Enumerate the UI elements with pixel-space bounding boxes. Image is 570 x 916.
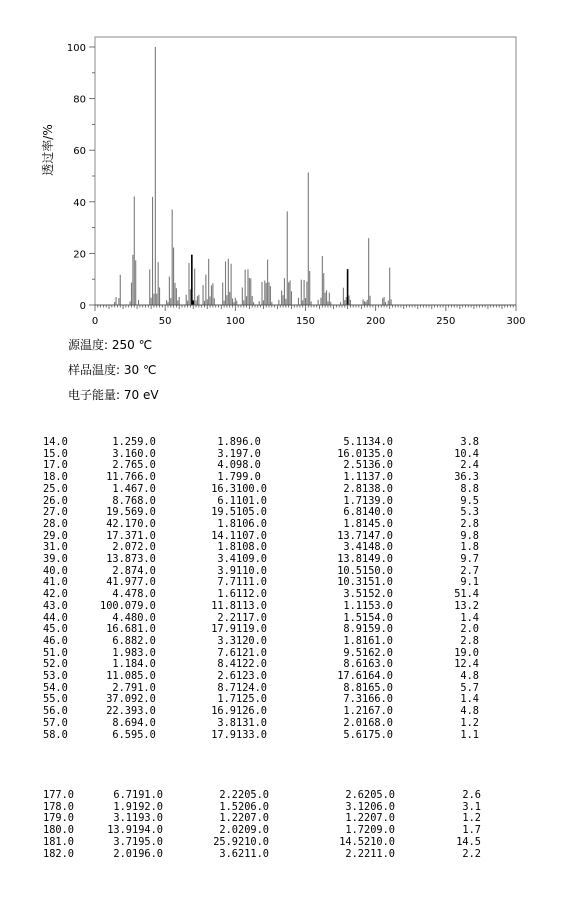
mz-cell: 44.0 [43, 611, 68, 624]
mz-cell: 209.0 [238, 824, 269, 837]
intensity-cell: 2.8 [460, 634, 479, 647]
mz-cell: 107.0 [236, 529, 267, 542]
intensity-cell: 1.2 [460, 716, 479, 729]
mz-cell: 209.0 [364, 824, 395, 837]
mz-cell: 53.0 [43, 670, 68, 683]
mz-cell: 205.0 [364, 789, 395, 801]
intensity-cell: 1.2 [462, 812, 481, 825]
mz-cell: 210.0 [364, 835, 395, 848]
intensity-cell: 19.5 [106, 506, 131, 519]
mz-cell: 84.0 [131, 658, 156, 671]
mz-cell: 31.0 [43, 541, 68, 554]
source-temperature: 源温度: 250 ℃ [68, 338, 153, 352]
table-row [43, 730, 479, 742]
intensity-cell: 2.0 [460, 623, 479, 636]
mz-cell: 112.0 [236, 588, 267, 601]
mz-cell: 191.0 [132, 789, 163, 801]
mz-cell: 101.0 [236, 494, 267, 507]
mz-cell: 163.0 [362, 658, 393, 671]
intensity-cell: 17.6 [337, 670, 362, 683]
intensity-cell: 2.8 [460, 517, 479, 530]
intensity-cell: 2.0 [343, 716, 362, 729]
mz-cell: 210.0 [238, 835, 269, 848]
mz-cell: 98.0 [236, 459, 261, 472]
mz-cell: 57.0 [43, 716, 68, 729]
mz-cell: 125.0 [236, 693, 267, 706]
intensity-cell: 2.0 [112, 541, 131, 554]
mz-cell: 151.0 [362, 576, 393, 589]
mz-cell: 52.0 [43, 658, 68, 671]
mz-cell: 71.0 [131, 529, 156, 542]
intensity-cell: 41.9 [106, 576, 131, 589]
table-row [43, 519, 479, 531]
intensity-cell: 1.4 [112, 482, 131, 495]
mz-cell: 65.0 [131, 459, 156, 472]
mz-cell: 113.0 [236, 599, 267, 612]
intensity-cell: 16.3 [211, 482, 236, 495]
mz-cell: 159.0 [362, 623, 393, 636]
mz-cell: 131.0 [236, 716, 267, 729]
mz-cell: 39.0 [43, 553, 68, 566]
intensity-cell: 13.8 [106, 553, 131, 566]
y-tick-label-40: 40 [73, 197, 86, 209]
mz-cell: 164.0 [362, 670, 393, 683]
intensity-cell: 3.4 [217, 553, 236, 566]
intensity-cell: 14.5 [456, 835, 481, 848]
mz-cell: 140.0 [362, 506, 393, 519]
mz-cell: 123.0 [236, 670, 267, 683]
intensity-cell: 2.6 [217, 670, 236, 683]
intensity-cell: 13.7 [337, 529, 362, 542]
mz-cell: 78.0 [131, 588, 156, 601]
intensity-cell: 1.1 [343, 599, 362, 612]
table-row [43, 636, 479, 648]
mz-cell: 182.0 [43, 847, 74, 860]
intensity-cell: 1.2 [343, 705, 362, 718]
intensity-cell: 1.1 [112, 658, 131, 671]
y-tick-label-60: 60 [73, 146, 86, 158]
mz-cell: 105.0 [236, 506, 267, 519]
intensity-cell: 2.5 [343, 459, 362, 472]
intensity-cell: 1.2 [219, 812, 238, 825]
intensity-cell: 2.7 [460, 564, 479, 577]
intensity-cell: 3.8 [217, 716, 236, 729]
intensity-cell: 3.8 [460, 436, 479, 448]
mz-cell: 205.0 [238, 789, 269, 801]
intensity-cell: 13.9 [107, 824, 132, 837]
intensity-cell: 3.1 [112, 447, 131, 460]
intensity-cell: 2.4 [460, 459, 479, 472]
mz-cell: 109.0 [236, 553, 267, 566]
intensity-cell: 2.2 [345, 847, 364, 860]
intensity-cell: 2.7 [112, 681, 131, 694]
intensity-cell: 8.8 [460, 482, 479, 495]
intensity-cell: 5.1 [343, 436, 362, 448]
mz-cell: 26.0 [43, 494, 68, 507]
mz-cell: 29.0 [43, 529, 68, 542]
mz-cell: 121.0 [236, 646, 267, 659]
intensity-cell: 11.0 [106, 670, 131, 683]
mz-cell: 175.0 [362, 728, 393, 741]
mz-cell: 119.0 [236, 623, 267, 636]
mz-cell: 45.0 [43, 623, 68, 636]
intensity-cell: 17.3 [106, 529, 131, 542]
intensity-cell: 3.5 [343, 588, 362, 601]
intensity-cell: 8.9 [343, 623, 362, 636]
x-tick-label-300: 300 [506, 316, 526, 327]
mz-cell: 206.0 [238, 800, 269, 813]
intensity-cell: 2.8 [112, 564, 131, 577]
mz-cell: 83.0 [131, 646, 156, 659]
intensity-cell: 11.7 [106, 471, 131, 484]
intensity-cell: 10.5 [337, 564, 362, 577]
intensity-cell: 8.4 [217, 658, 236, 671]
intensity-cell: 6.1 [217, 494, 236, 507]
mass-spectrum-chart [0, 0, 570, 340]
y-axis-label: 透过率/% [41, 124, 55, 176]
mz-cell: 150.0 [362, 564, 393, 577]
intensity-cell: 1.9 [113, 800, 132, 813]
mz-cell: 133.0 [236, 728, 267, 741]
mz-cell: 122.0 [236, 658, 267, 671]
intensity-cell: 1.9 [112, 646, 131, 659]
mz-cell: 180.0 [43, 824, 74, 837]
intensity-cell: 6.5 [112, 728, 131, 741]
y-tick-label-20: 20 [73, 249, 86, 261]
intensity-cell: 3.4 [343, 541, 362, 554]
intensity-cell: 10.4 [454, 447, 479, 460]
sample-temperature: 样品温度: 30 ℃ [68, 363, 157, 377]
electron-energy: 电子能量: 70 eV [68, 388, 159, 402]
intensity-cell: 3.1 [345, 800, 364, 813]
mz-cell: 74.0 [131, 564, 156, 577]
intensity-cell: 5.7 [460, 681, 479, 694]
intensity-cell: 1.2 [345, 812, 364, 825]
intensity-cell: 10.3 [337, 576, 362, 589]
mz-cell: 15.0 [43, 447, 68, 460]
intensity-cell: 16.9 [211, 705, 236, 718]
intensity-cell: 3.1 [462, 800, 481, 813]
intensity-cell: 4.8 [460, 670, 479, 683]
mz-cell: 181.0 [43, 835, 74, 848]
mz-cell: 135.0 [362, 447, 393, 460]
mz-cell: 108.0 [236, 541, 267, 554]
mz-cell: 97.0 [236, 447, 261, 460]
intensity-cell: 1.7 [343, 494, 362, 507]
intensity-cell: 2.0 [219, 824, 238, 837]
intensity-cell: 3.3 [217, 634, 236, 647]
mz-cell: 40.0 [43, 564, 68, 577]
intensity-cell: 1.7 [217, 693, 236, 706]
intensity-cell: 1.6 [217, 588, 236, 601]
mz-cell: 73.0 [131, 553, 156, 566]
x-tick-label-50: 50 [158, 316, 172, 327]
mz-cell: 196.0 [132, 847, 163, 860]
intensity-cell: 37.0 [106, 693, 131, 706]
table-row [43, 601, 479, 613]
intensity-cell: 6.8 [112, 634, 131, 647]
mz-cell: 149.0 [362, 553, 393, 566]
table-row [43, 554, 479, 566]
mz-cell: 145.0 [362, 517, 393, 530]
mz-cell: 168.0 [362, 716, 393, 729]
intensity-cell: 9.5 [460, 494, 479, 507]
intensity-cell: 4.4 [112, 588, 131, 601]
intensity-cell: 2.0 [113, 847, 132, 860]
mz-cell: 17.0 [43, 459, 68, 472]
intensity-cell: 5.6 [343, 728, 362, 741]
mz-cell: 28.0 [43, 517, 68, 530]
mz-cell: 211.0 [364, 847, 395, 860]
intensity-cell: 8.6 [112, 716, 131, 729]
table-row [43, 484, 479, 496]
mz-cell: 81.0 [131, 623, 156, 636]
mz-cell: 43.0 [43, 599, 68, 612]
mz-cell: 59.0 [131, 436, 156, 448]
intensity-cell: 1.4 [460, 611, 479, 624]
intensity-cell: 8.8 [343, 681, 362, 694]
mz-cell: 66.0 [131, 471, 156, 484]
intensity-cell: 16.0 [337, 447, 362, 460]
table-row [43, 718, 479, 730]
mz-cell: 194.0 [132, 824, 163, 837]
intensity-cell: 1.5 [219, 800, 238, 813]
intensity-cell: 2.2 [217, 611, 236, 624]
intensity-cell: 9.7 [460, 553, 479, 566]
mz-cell: 51.0 [43, 646, 68, 659]
mz-cell: 154.0 [362, 611, 393, 624]
intensity-cell: 1.8 [217, 517, 236, 530]
intensity-cell: 9.5 [343, 646, 362, 659]
mz-cell: 77.0 [131, 576, 156, 589]
mz-cell: 124.0 [236, 681, 267, 694]
mz-cell: 147.0 [362, 529, 393, 542]
table-row [43, 437, 479, 449]
intensity-cell: 4.8 [460, 705, 479, 718]
mz-cell: 25.0 [43, 482, 68, 495]
intensity-cell: 13.8 [337, 553, 362, 566]
mz-cell: 92.0 [131, 693, 156, 706]
mz-cell: 106.0 [236, 517, 267, 530]
table-row [43, 849, 481, 861]
mz-cell: 60.0 [131, 447, 156, 460]
mz-cell: 95.0 [131, 728, 156, 741]
peak-table-tail [43, 790, 481, 860]
intensity-cell: 14.1 [211, 529, 236, 542]
intensity-cell: 14.5 [339, 835, 364, 848]
table-row [43, 449, 479, 461]
intensity-cell: 1.1 [343, 471, 362, 484]
mz-cell: 206.0 [364, 800, 395, 813]
intensity-cell: 3.1 [113, 812, 132, 825]
mz-cell: 41.0 [43, 576, 68, 589]
y-tick-label-80: 80 [73, 94, 86, 106]
mz-cell: 139.0 [362, 494, 393, 507]
intensity-cell: 19.5 [211, 506, 236, 519]
mz-cell: 46.0 [43, 634, 68, 647]
intensity-cell: 3.7 [113, 835, 132, 848]
mz-cell: 100.0 [236, 482, 267, 495]
mz-cell: 195.0 [132, 835, 163, 848]
mz-cell: 110.0 [236, 564, 267, 577]
x-tick-label-150: 150 [295, 316, 316, 327]
mz-cell: 68.0 [131, 494, 156, 507]
x-tick-label-100: 100 [225, 316, 245, 327]
mz-cell: 166.0 [362, 693, 393, 706]
mz-cell: 137.0 [362, 471, 393, 484]
intensity-cell: 1.7 [345, 824, 364, 837]
mz-cell: 207.0 [364, 812, 395, 825]
mz-cell: 136.0 [362, 459, 393, 472]
intensity-cell: 2.2 [219, 789, 238, 801]
mz-cell: 54.0 [43, 681, 68, 694]
mz-cell: 69.0 [131, 506, 156, 519]
intensity-cell: 17.9 [211, 728, 236, 741]
intensity-cell: 25.9 [213, 835, 238, 848]
mz-cell: 138.0 [362, 482, 393, 495]
mz-cell: 207.0 [238, 812, 269, 825]
intensity-cell: 16.6 [106, 623, 131, 636]
mz-cell: 70.0 [131, 517, 156, 530]
mz-cell: 82.0 [131, 634, 156, 647]
mz-cell: 96.0 [236, 436, 261, 448]
mz-cell: 117.0 [236, 611, 267, 624]
intensity-cell: 1.2 [112, 436, 131, 448]
intensity-cell: 7.7 [217, 576, 236, 589]
intensity-cell: 4.0 [217, 459, 236, 472]
intensity-cell: 9.1 [460, 576, 479, 589]
table-row [43, 837, 481, 849]
mz-cell: 192.0 [132, 800, 163, 813]
mz-cell: 94.0 [131, 716, 156, 729]
intensity-cell: 2.2 [462, 847, 481, 860]
mz-cell: 162.0 [362, 646, 393, 659]
intensity-cell: 12.4 [454, 658, 479, 671]
mz-cell: 148.0 [362, 541, 393, 554]
intensity-cell: 8.6 [343, 658, 362, 671]
mz-cell: 167.0 [362, 705, 393, 718]
y-tick-label-100: 100 [66, 43, 86, 54]
intensity-cell: 4.4 [112, 611, 131, 624]
intensity-cell: 2.8 [343, 482, 362, 495]
intensity-cell: 13.2 [454, 599, 479, 612]
intensity-cell: 51.4 [454, 588, 479, 601]
intensity-cell: 36.3 [454, 471, 479, 484]
mz-cell: 56.0 [43, 705, 68, 718]
table-row [43, 671, 479, 683]
mz-cell: 14.0 [43, 436, 68, 448]
mz-cell: 161.0 [362, 634, 393, 647]
mz-cell: 179.0 [43, 812, 74, 825]
x-tick-label-250: 250 [436, 316, 456, 327]
intensity-cell: 1.4 [460, 693, 479, 706]
intensity-cell: 1.8 [217, 436, 236, 448]
mz-cell: 27.0 [43, 506, 68, 519]
intensity-cell: 22.3 [106, 705, 131, 718]
mz-cell: 42.0 [43, 588, 68, 601]
intensity-cell: 8.7 [112, 494, 131, 507]
mz-cell: 85.0 [131, 670, 156, 683]
intensity-cell: 7.6 [217, 646, 236, 659]
mz-cell: 134.0 [362, 436, 393, 448]
mz-cell: 72.0 [131, 541, 156, 554]
x-tick-label-200: 200 [366, 316, 386, 327]
intensity-cell: 3.6 [219, 847, 238, 860]
mz-cell: 91.0 [131, 681, 156, 694]
mz-cell: 152.0 [362, 588, 393, 601]
intensity-cell: 2.6 [345, 789, 364, 801]
intensity-cell: 19.0 [454, 646, 479, 659]
intensity-cell: 3.1 [217, 447, 236, 460]
mz-cell: 18.0 [43, 471, 68, 484]
mz-cell: 165.0 [362, 681, 393, 694]
intensity-cell: 8.7 [217, 681, 236, 694]
mz-cell: 177.0 [43, 789, 74, 801]
intensity-cell: 1.8 [343, 634, 362, 647]
mz-cell: 178.0 [43, 800, 74, 813]
x-tick-label-0: 0 [91, 316, 99, 327]
intensity-cell: 5.3 [460, 506, 479, 519]
mz-cell: 99.0 [236, 471, 261, 484]
mz-cell: 58.0 [43, 728, 68, 741]
intensity-cell: 17.9 [211, 623, 236, 636]
intensity-cell: 1.8 [343, 517, 362, 530]
mz-cell: 93.0 [131, 705, 156, 718]
table-row [43, 790, 481, 802]
intensity-cell: 100.0 [100, 599, 131, 612]
intensity-cell: 3.9 [217, 564, 236, 577]
mz-cell: 153.0 [362, 599, 393, 612]
mz-cell: 111.0 [236, 576, 267, 589]
intensity-cell: 1.8 [460, 541, 479, 554]
mz-cell: 80.0 [131, 611, 156, 624]
mz-cell: 120.0 [236, 634, 267, 647]
intensity-cell: 1.5 [343, 611, 362, 624]
intensity-cell: 1.7 [462, 824, 481, 837]
mz-cell: 55.0 [43, 693, 68, 706]
mz-cell: 193.0 [132, 812, 163, 825]
intensity-cell: 11.8 [211, 599, 236, 612]
intensity-cell: 1.8 [217, 541, 236, 554]
intensity-cell: 2.7 [112, 459, 131, 472]
peak-table-main [43, 437, 479, 741]
y-tick-label-0: 0 [79, 301, 86, 312]
intensity-cell: 6.8 [343, 506, 362, 519]
intensity-cell: 2.6 [462, 789, 481, 801]
intensity-cell: 9.8 [460, 529, 479, 542]
intensity-cell: 1.7 [217, 471, 236, 484]
mz-cell: 211.0 [238, 847, 269, 860]
intensity-cell: 1.1 [460, 728, 479, 741]
intensity-cell: 7.3 [343, 693, 362, 706]
mz-cell: 79.0 [131, 599, 156, 612]
intensity-cell: 42.1 [106, 517, 131, 530]
mz-cell: 126.0 [236, 705, 267, 718]
intensity-cell: 6.7 [113, 789, 132, 801]
mz-cell: 67.0 [131, 482, 156, 495]
